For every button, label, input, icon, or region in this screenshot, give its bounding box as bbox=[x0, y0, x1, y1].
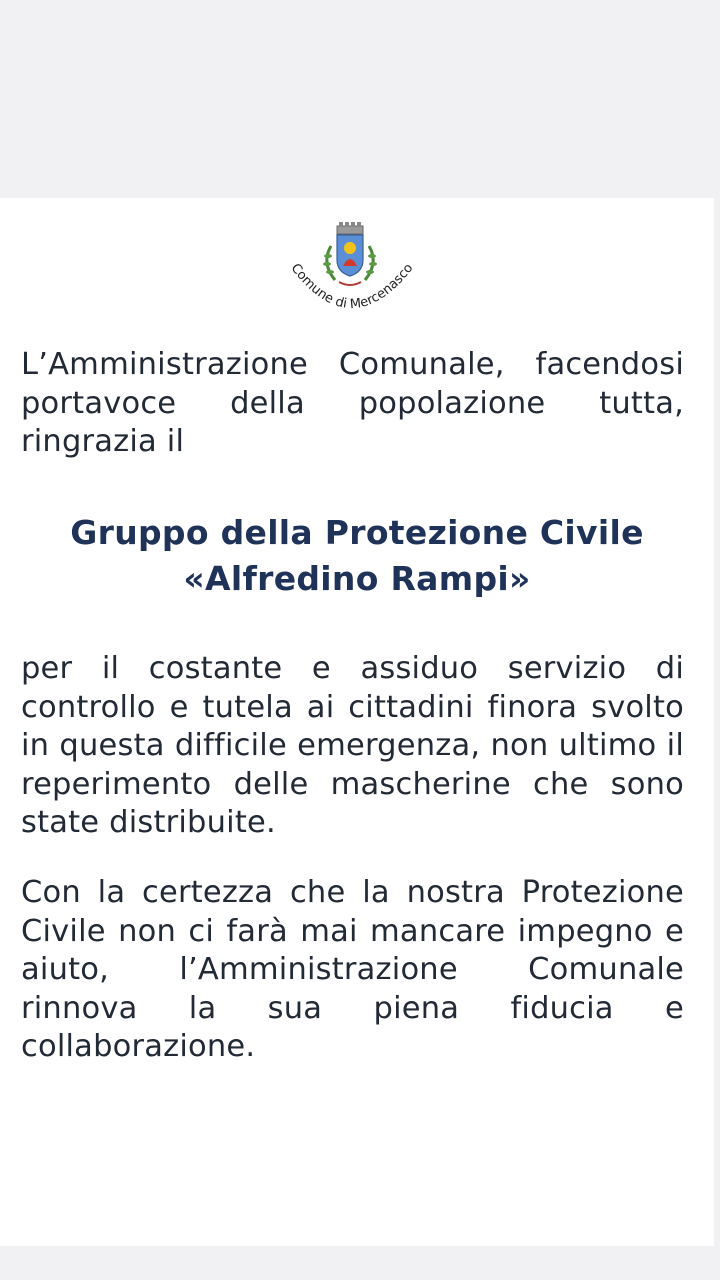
bottom-background bbox=[0, 1246, 720, 1280]
top-background bbox=[0, 0, 720, 198]
group-title bbox=[0, 510, 714, 602]
group-title-line2: «Alfredino Rampi» bbox=[183, 559, 531, 598]
group-title-line1: Gruppo della Protezione Civile bbox=[70, 513, 644, 552]
body-paragraph-2: Con la certezza che la nostra Protezione Civile non ci farà mai mancare impegno e aiuto, l’Amministrazione Comunale rinnova la sua piena fiducia e collaborazione. bbox=[21, 875, 684, 1064]
coat-of-arms-icon bbox=[279, 208, 423, 328]
document-card bbox=[0, 198, 714, 1246]
intro-paragraph: L’Amministrazione Comunale, facendosi portavoce della popolazione tutta, ringrazia il bbox=[21, 347, 684, 459]
body-paragraph-1: per il costante e assiduo servizio di controllo e tutela ai cittadini finora svolto in questa difficile emergenza, non ultimo il reperimento delle mascherine che sono state distribuite. bbox=[21, 651, 684, 840]
logo-caption: Comune di Mercenasco bbox=[287, 260, 417, 313]
municipality-logo bbox=[279, 208, 423, 328]
